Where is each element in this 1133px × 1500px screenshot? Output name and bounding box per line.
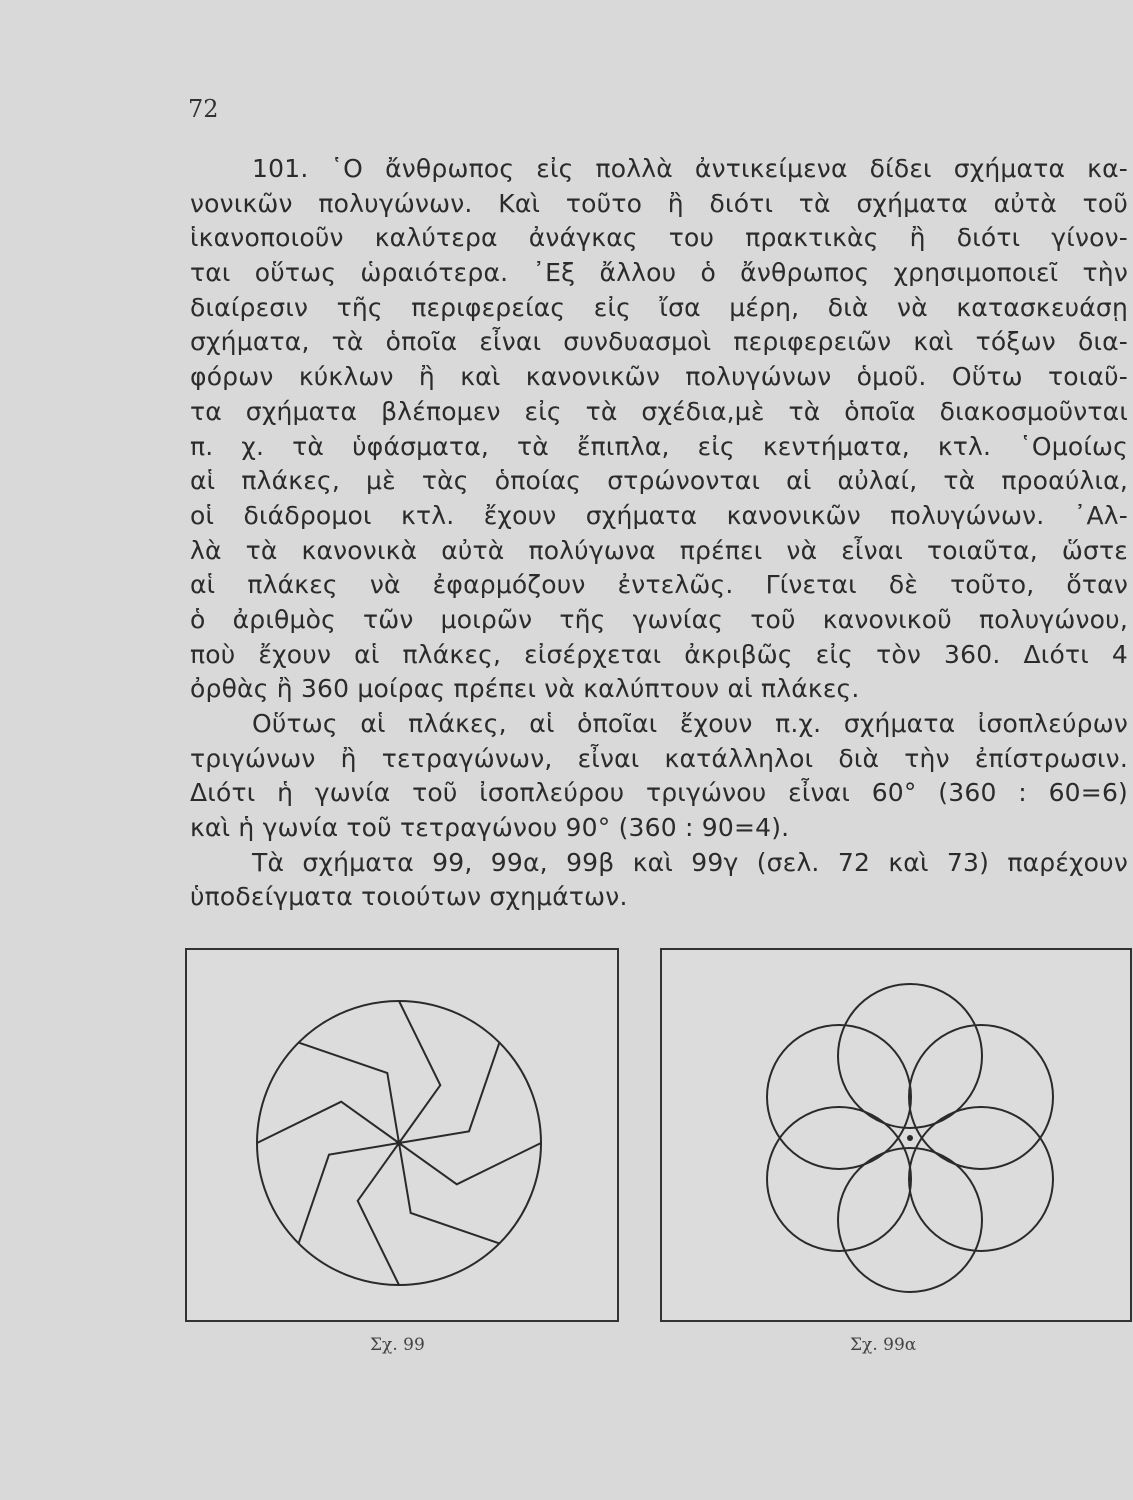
- text-line: σχήματα, τὰ ὁποῖα εἶναι συνδυασμοὶ περιφερειῶν καὶ τόξων δια-: [190, 327, 1128, 357]
- text-line: διαίρεσιν τῆς περιφερείας εἰς ἴσα μέρη, διὰ νὰ κατασκευάσῃ: [190, 292, 1128, 322]
- figure-99a-rosette: [767, 984, 1053, 1292]
- rosette-center: [907, 1135, 913, 1141]
- text-line: αἱ πλάκες νὰ ἐφαρμόζουν ἐντελῶς. Γίνεται δὲ τοῦτο, ὅταν: [190, 570, 1128, 600]
- text-line: οἱ διάδρομοι κτλ. ἔχουν σχήματα κανονικῶν πολυγώνων. ᾿Αλ-: [190, 500, 1128, 530]
- text-line: ὁ ἀριθμὸς τῶν μοιρῶν τῆς γωνίας τοῦ κανονικοῦ πολυγώνου,: [190, 604, 1128, 634]
- text-line: ται οὕτως ὡραιότερα. ᾿Εξ ἄλλου ὁ ἄνθρωπος χρησιμοποιεῖ τὴν: [190, 258, 1128, 288]
- text-line: 101. ῾Ο ἄνθρωπος εἰς πολλὰ ἀντικείμενα δίδει σχήματα κα-: [252, 154, 1128, 183]
- text-line: Διότι ἡ γωνία τοῦ ἰσοπλεύρου τριγώνου εἶναι 60° (360 : 60=6): [190, 778, 1128, 808]
- text-line: Τὰ σχήματα 99, 99α, 99β καὶ 99γ (σελ. 72 καὶ 73) παρέχουν: [252, 847, 1128, 877]
- text-line: π. χ. τὰ ὑφάσματα, τὰ ἔπιπλα, εἰς κεντήματα, κτλ. ῾Ομοίως: [190, 431, 1128, 461]
- pinwheel-arm: [358, 1143, 399, 1285]
- text-line: ἱκανοποιοῦν καλύτερα ἀνάγκας του πρακτικὰς ἢ διότι γίνον-: [190, 223, 1128, 253]
- text-line: τα σχήματα βλέπομεν εἰς τὰ σχέδια,μὲ τὰ ὁποῖα διακοσμοῦνται: [190, 396, 1128, 426]
- figure-99a-frame: [660, 948, 1132, 1322]
- text-line: λὰ τὰ κανονικὰ αὐτὰ πολύγωνα πρέπει νὰ εἶναι τοιαῦτα, ὥστε: [190, 535, 1128, 565]
- body-text: [190, 152, 1128, 915]
- text-line: αἱ πλάκες, μὲ τὰς ὁποίας στρώνονται αἱ αὐλαί, τὰ προαύλια,: [190, 466, 1128, 496]
- pinwheel-arm: [399, 1143, 541, 1184]
- pinwheel-arm: [399, 1043, 499, 1143]
- pinwheel-arm: [299, 1043, 399, 1143]
- text-line: τριγώνων ἢ τετραγώνων, εἶναι κατάλληλοι διὰ τὴν ἐπίστρωσιν.: [190, 743, 1128, 773]
- pinwheel-arm: [257, 1102, 399, 1143]
- figure-99-center: [396, 1140, 402, 1146]
- text-line: φόρων κύκλων ἢ καὶ κανονικῶν πολυγώνων ὁμοῦ. Οὕτω τοιαῦ-: [190, 362, 1128, 392]
- text-line: ὑποδείγματα τοιούτων σχημάτων.: [190, 882, 628, 912]
- text-line: καὶ ἡ γωνία τοῦ τετραγώνου 90° (360 : 90=4).: [190, 813, 790, 843]
- figure-99-caption: Σχ. 99: [370, 1335, 425, 1355]
- text-line: Οὕτως αἱ πλάκες, αἱ ὁποῖαι ἔχουν π.χ. σχήματα ἰσοπλεύρων: [252, 709, 1128, 738]
- text-line: νονικῶν πολυγώνων. Καὶ τοῦτο ἢ διότι τὰ σχήματα αὐτὰ τοῦ: [190, 188, 1128, 218]
- figure-99-frame: [185, 948, 619, 1322]
- figure-99a-drawing: [662, 950, 1130, 1320]
- page-number: 72: [188, 95, 219, 123]
- text-line: ποὺ ἔχουν αἱ πλάκες, εἰσέρχεται ἀκριβῶς εἰς τὸν 360. Διότι 4: [190, 639, 1128, 669]
- pinwheel-arm: [399, 1001, 440, 1143]
- pinwheel-arm: [299, 1143, 399, 1243]
- text-line: ὀρθὰς ἢ 360 μοίρας πρέπει νὰ καλύπτουν αἱ πλάκες.: [190, 674, 860, 704]
- figure-99a-caption: Σχ. 99α: [850, 1335, 917, 1355]
- figure-99-drawing: [187, 950, 617, 1320]
- pinwheel-arm: [399, 1143, 499, 1243]
